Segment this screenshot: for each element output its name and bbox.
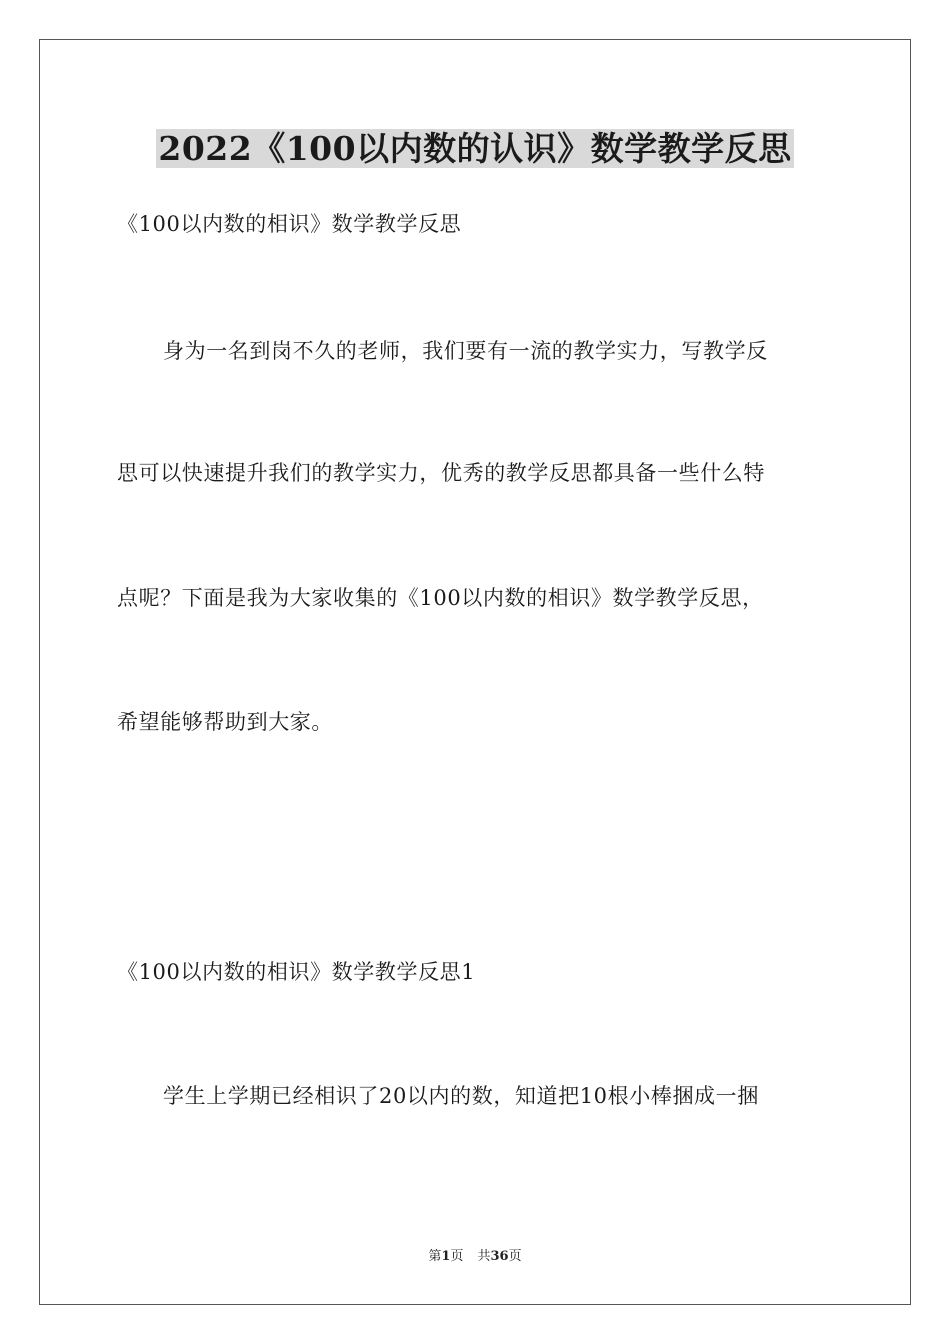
footer-page-suffix: 页 <box>450 1249 464 1264</box>
paragraph1-line3: 点呢？下面是我为大家收集的《100以内数的相识》数学教学反思， <box>117 586 764 610</box>
paragraph1-line4: 希望能够帮助到大家。 <box>117 710 333 734</box>
document-title <box>0 128 950 170</box>
paragraph2-line1: 学生上学期已经相识了20以内的数，知道把10根小棒捆成一捆 <box>163 1084 759 1108</box>
section1-heading: 《100以内数的相识》数学教学反思1 <box>117 960 476 984</box>
paragraph1-line1: 身为一名到岗不久的老师，我们要有一流的教学实力，写教学反 <box>163 339 768 363</box>
paragraph1-line2: 思可以快速提升我们的教学实力，优秀的教学反思都具备一些什么特 <box>117 461 765 485</box>
document-title-text: 2022《100以内数的认识》数学教学反思 <box>158 129 792 168</box>
footer-page-number: 1 <box>441 1249 451 1264</box>
page-footer <box>0 1249 950 1265</box>
footer-total-suffix: 页 <box>508 1249 522 1264</box>
footer-total-pages: 36 <box>490 1249 509 1264</box>
footer-total-prefix: 共 <box>477 1249 491 1264</box>
footer-page-prefix: 第 <box>428 1249 442 1264</box>
document-subtitle: 《100以内数的相识》数学教学反思 <box>117 212 462 236</box>
